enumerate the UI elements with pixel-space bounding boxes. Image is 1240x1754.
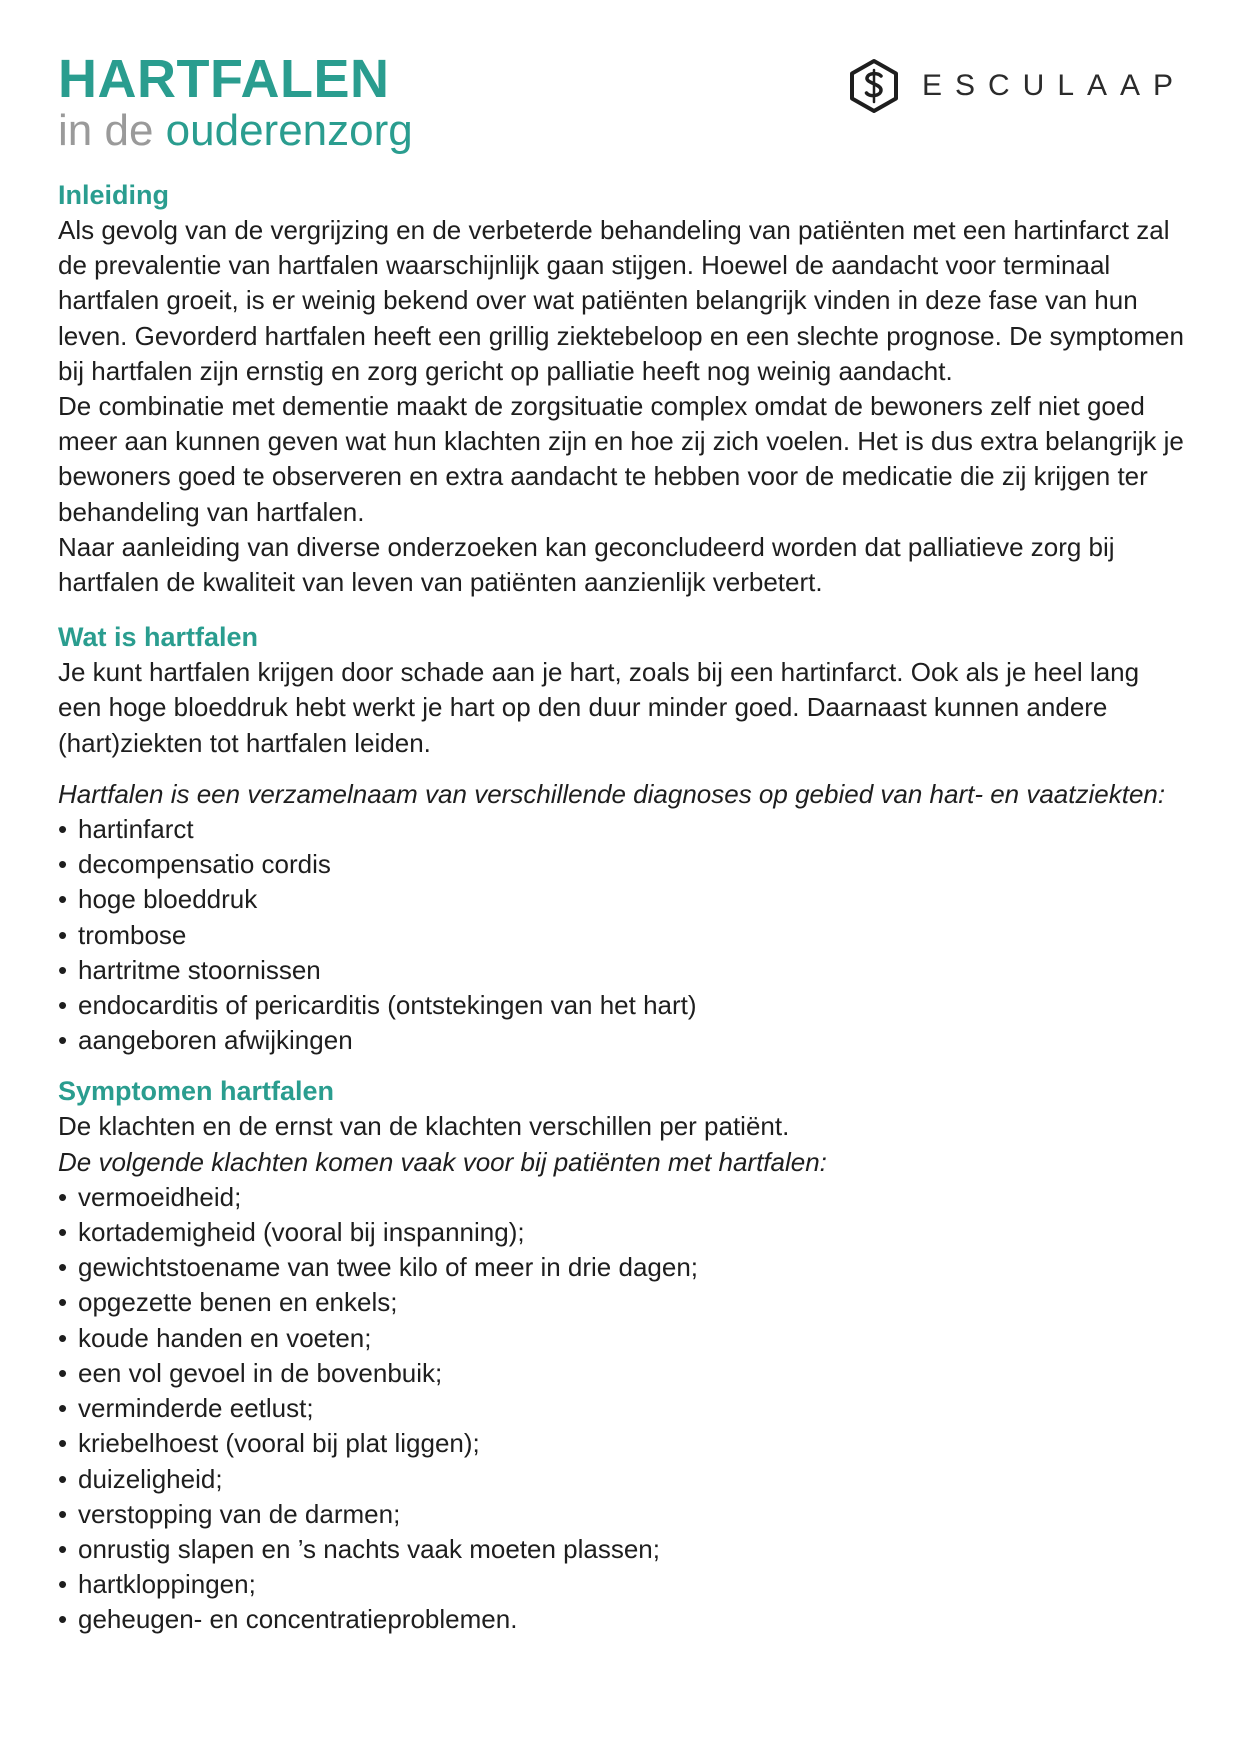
list-item: • onrustig slapen en ’s nachts vaak moeten plassen; [58, 1532, 1188, 1567]
heading-inleiding: Inleiding [58, 180, 169, 210]
list-item: • kriebelhoest (vooral bij plat liggen); [58, 1426, 1188, 1461]
list-item: • decompensatio cordis [58, 847, 1188, 882]
list-item: • hartritme stoornissen [58, 953, 1188, 988]
list-item: • hoge bloeddruk [58, 882, 1188, 917]
logo-wordmark: ESCULAAP [922, 69, 1187, 102]
subtitle-accent: ouderenzorg [165, 106, 413, 155]
esculaap-logo-icon [848, 58, 900, 114]
page-title: HARTFALEN [58, 49, 390, 109]
heading-wat-is-hartfalen: Wat is hartfalen [58, 622, 259, 653]
list-item: • endocarditis of pericarditis (ontstekingen van het hart) [58, 988, 1188, 1023]
document-body [58, 178, 1188, 1638]
symptomen-paragraph: De klachten en de ernst van de klachten verschillen per patiënt. [58, 1111, 790, 1142]
list-item: • geheugen- en concentratieproblemen. [58, 1602, 1188, 1637]
page-subtitle [58, 106, 413, 156]
list-item: • opgezette benen en enkels; [58, 1285, 1188, 1320]
list-item: • hartkloppingen; [58, 1567, 1188, 1602]
inleiding-paragraph-2: De combinatie met dementie maakt de zorgsituatie complex omdat de bewoners zelf niet goed meer aan kunnen geven wat hun klachten zijn en hoe zij zich voelen. Het is dus extra belangrijk je bewoners goed te observeren en extra aandacht te hebben voor de medicatie die zij krijgen ter behandeling van hartfalen. [58, 391, 1184, 527]
diagnoses-list [58, 812, 1188, 1058]
symptomen-list [58, 1180, 1188, 1638]
list-item: • trombose [58, 918, 1188, 953]
list-item: • verstopping van de darmen; [58, 1497, 1188, 1532]
inleiding-paragraph-3: Naar aanleiding van diverse onderzoeken kan geconcludeerd worden dat palliatieve zorg bij hartfalen de kwaliteit van leven van patiënten aanzienlijk verbetert. [58, 531, 1115, 598]
diagnoses-list-intro: Hartfalen is een verzamelnaam van verschillende diagnoses op gebied van hart- en vaatziekten: [58, 778, 1166, 809]
symptomen-list-intro: De volgende klachten komen vaak voor bij patiënten met hartfalen: [58, 1146, 827, 1177]
list-item: • duizeligheid; [58, 1462, 1188, 1497]
list-item: • hartinfarct [58, 812, 1188, 847]
list-item: • aangeboren afwijkingen [58, 1023, 1188, 1058]
wat-is-paragraph: Je kunt hartfalen krijgen door schade aan je hart, zoals bij een hartinfarct. Ook als je heel lang een hoge bloeddruk hebt werkt je hart op den duur minder goed. Daarnaast kunnen andere (hart)ziekten tot hartfalen leiden. [58, 657, 1140, 758]
list-item: • kortademigheid (vooral bij inspanning); [58, 1215, 1188, 1250]
subtitle-prefix: in de [58, 106, 154, 155]
list-item: • koude handen en voeten; [58, 1321, 1188, 1356]
list-item: • verminderde eetlust; [58, 1391, 1188, 1426]
inleiding-paragraph-1: Als gevolg van de vergrijzing en de verbeterde behandeling van patiënten met een hartinfarct zal de prevalentie van hartfalen waarschijnlijk gaan stijgen. Hoewel de aandacht voor terminaal hartfalen groeit, is er weinig bekend over wat patiënten belangrijk vinden in deze fase van hun leven. Gevorderd hartfalen heeft een grillig ziektebeloop en een slechte prognose. De symptomen bij hartfalen zijn ernstig en zorg gericht op palliatie heeft nog weinig aandacht. [58, 215, 1184, 386]
heading-symptomen-hartfalen: Symptomen hartfalen [58, 1076, 335, 1107]
list-item: • gewichtstoename van twee kilo of meer in drie dagen; [58, 1250, 1188, 1285]
title-block [58, 50, 413, 156]
list-item: • een vol gevoel in de bovenbuik; [58, 1356, 1188, 1391]
esculaap-logo [848, 58, 1186, 114]
list-item: • vermoeidheid; [58, 1180, 1188, 1215]
